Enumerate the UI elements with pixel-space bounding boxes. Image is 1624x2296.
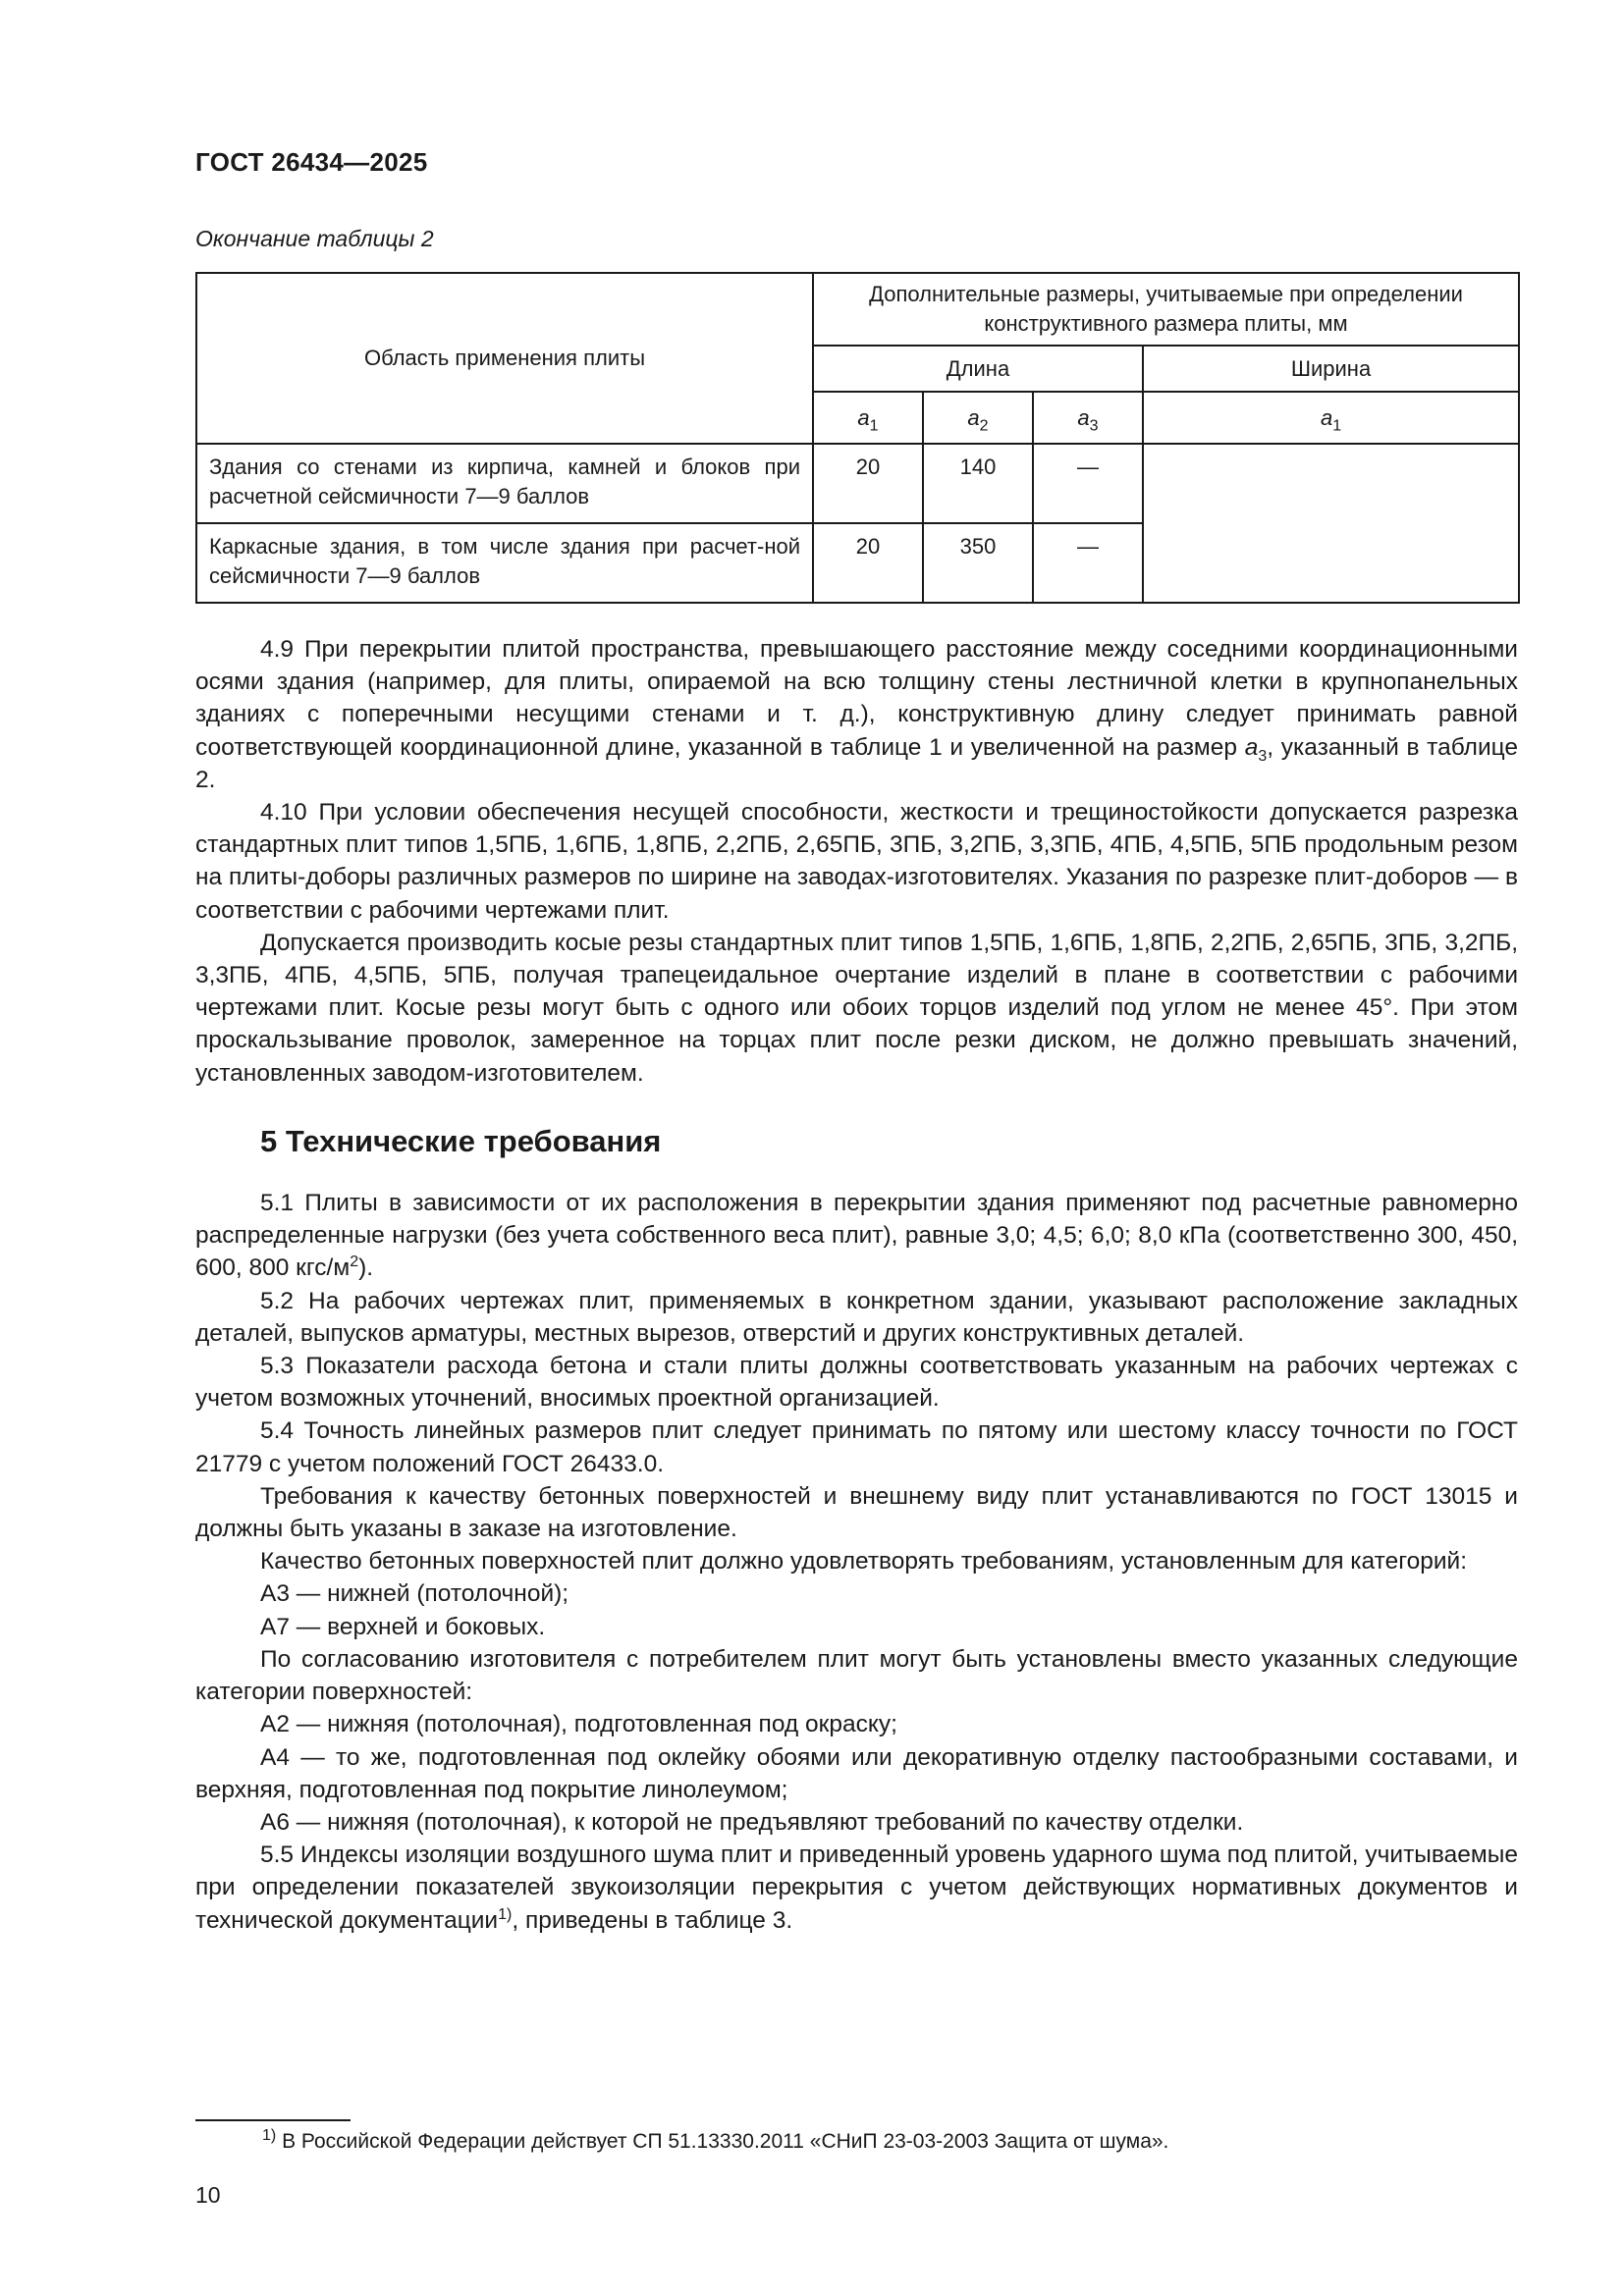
paragraph-5-4-surface-requirements: Требования к качеству бетонных поверхностей и внешнему виду плит устанавливаются по ГОСТ 13015 и должны быть указаны в заказе на изготовление.: [195, 1482, 1518, 1543]
footnote-separator: [195, 2119, 351, 2121]
standard-header: ГОСТ 26434—2025: [195, 147, 428, 177]
header-area: Область применения плиты: [196, 273, 813, 444]
category-a2: А2 — нижняя (потолочная), подготовленная под окраску;: [260, 1711, 897, 1738]
paragraph-4-10: 4.10 При условии обеспечения несущей способности, жесткости и трещиностойкости допускается разрезка стандартных плит типов 1,5ПБ, 1,6ПБ, 1,8ПБ, 2,2ПБ, 2,65ПБ, 3ПБ, 3,2ПБ, 3,3ПБ, 4ПБ, 4,5ПБ, 5ПБ продольным резом на плиты-доборы различных размеров по ширине на заводах-изготовителях. Указания по разрезке плит-доборов — в соответствии с рабочими чертежами плит.: [195, 799, 1518, 924]
paragraph-5-4-categories: Качество бетонных поверхностей плит должно удовлетворять требованиям, установленным для категорий:: [260, 1548, 1468, 1575]
page-number: 10: [195, 2182, 221, 2208]
header-width: Ширина: [1143, 346, 1519, 392]
table-2: [195, 272, 1520, 604]
paragraph-5-3: 5.3 Показатели расхода бетона и стали плиты должны соответствовать указанным на рабочих чертежах с учетом возможных уточнений, вносимых проектной организацией.: [195, 1353, 1518, 1413]
header-extra-dimensions: Дополнительные размеры, учитываемые при определении конструктивного размера плиты, мм: [813, 273, 1519, 346]
category-a4: А4 — то же, подготовленная под оклейку обоями или декоративную отделку пастообразными составами, и верхняя, подготовленная под покрытие линолеумом;: [195, 1743, 1518, 1803]
paragraph-4-9: 4.9 При перекрытии плитой пространства, превышающего расстояние между соседними координационными осями здания (например, для плиты, опираемой на всю толщину стены лестничной клетки в крупнопанельных зданиях с поперечными несущими стенами и т. д.), конструктивную длину следует принимать равной соответствующей координационной длине, указанной в таблице 1 и увеличенной на размер $a_3$, указанный в таблице 2.: [195, 636, 1519, 793]
paragraph-5-4: 5.4 Точность линейных размеров плит следует принимать по пятому или шестому классу точности по ГОСТ 21779 с учетом положений ГОСТ 26433.0.: [195, 1417, 1518, 1477]
footnote: $^{1)}$ В Российской Федерации действует СП 51.13330.2011 «СНиП 23-03-2003 Защита от шума».: [262, 2127, 1169, 2153]
row-a1: 20: [813, 523, 923, 603]
category-a6: А6 — нижняя (потолочная), к которой не предъявляют требований по качеству отделки.: [260, 1808, 1244, 1836]
category-a3: А3 — нижней (потолочной);: [260, 1580, 569, 1608]
table-row: [196, 444, 1519, 523]
body-text: [195, 633, 1518, 1937]
table-caption: Окончание таблицы 2: [195, 226, 434, 251]
row-area: Каркасные здания, в том числе здания при расчет-ной сейсмичности 7—9 баллов: [196, 523, 813, 603]
paragraph-5-4-agreement: По согласованию изготовителя с потребителем плит могут быть установлены вместо указанных следующие категории поверхностей:: [195, 1645, 1518, 1706]
paragraph-5-5: 5.5 Индексы изоляции воздушного шума плит и приведенный уровень ударного шума под плитой, учитываемые при определении показателей звукоизоляции перекрытия с учетом действующих нормативных документов и технической документации$^{1)}$, приведены в таблице 3.: [195, 1842, 1518, 1934]
header-length: Длина: [813, 346, 1143, 392]
header-a2: $a_2$: [923, 392, 1033, 444]
row-a3: —: [1033, 523, 1143, 603]
category-a7: А7 — верхней и боковых.: [260, 1613, 546, 1640]
row-a1: 20: [813, 444, 923, 523]
row-a2: 350: [923, 523, 1033, 603]
paragraph-5-1: 5.1 Плиты в зависимости от их расположения в перекрытии здания применяют под расчетные равномерно распределенные нагрузки (без учета собственного веса плит), равные 3,0; 4,5; 6,0; 8,0 кПа (соответственно 300, 450, 600, 800 кгс/$м^2$).: [195, 1190, 1518, 1282]
row-a3: —: [1033, 444, 1143, 523]
paragraph-5-2: 5.2 На рабочих чертежах плит, применяемых в конкретном здании, указывают расположение закладных деталей, выпусков арматуры, местных вырезов, отверстий и других конструктивных деталей.: [195, 1287, 1518, 1347]
row-area: Здания со стенами из кирпича, камней и блоков при расчетной сейсмичности 7—9 баллов: [196, 444, 813, 523]
row-width-empty: [1143, 444, 1519, 603]
header-a1: $a_1$: [813, 392, 923, 444]
row-a2: 140: [923, 444, 1033, 523]
section-5-title: 5 Технические требования: [260, 1123, 662, 1158]
paragraph-4-10-oblique-cuts: Допускается производить косые резы стандартных плит типов 1,5ПБ, 1,6ПБ, 1,8ПБ, 2,2ПБ, 2,65ПБ, 3ПБ, 3,2ПБ, 3,3ПБ, 4ПБ, 4,5ПБ, 5ПБ, получая трапецеидальное очертание изделий в плане в соответствии с рабочими чертежами плит. Косые резы могут быть с одного или обоих торцов изделий под углом не менее 45°. При этом проскальзывание проволок, замеренное на торцах плит после резки диском, не должно превышать значений, установленных заводом-изготовителем.: [195, 929, 1518, 1087]
header-a3: $a_3$: [1033, 392, 1143, 444]
header-width-a1: $a_1$: [1143, 392, 1519, 444]
